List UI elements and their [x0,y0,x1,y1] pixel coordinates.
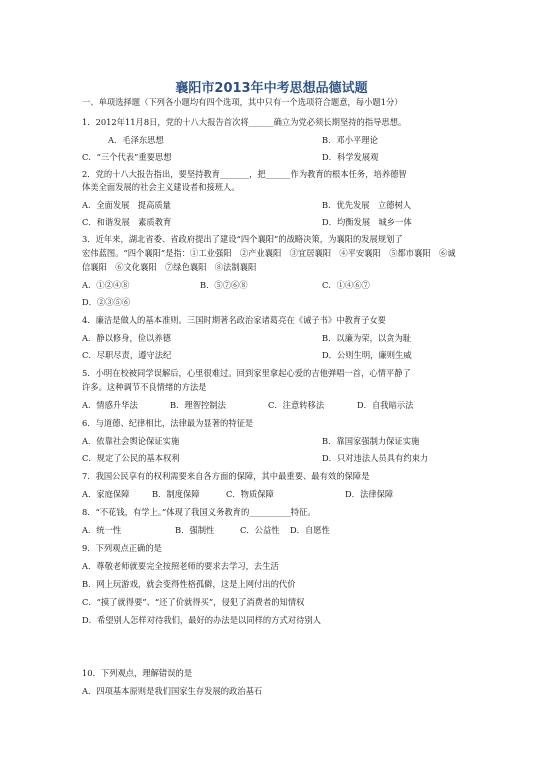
question-3-stem-line3: 信襄阳 ⑥文化襄阳 ⑦绿色襄阳 ⑧法制襄阳 [82,262,257,272]
q2-option-a: A．全面发展 提高质量 [82,200,171,210]
q6-option-b: B．靠国家强制力保证实施 [322,436,420,446]
question-5-stem-line2: 许多。这种调节不良情绪的方法是 [82,382,207,392]
q6-option-a: A．依靠社会舆论保证实施 [82,436,180,446]
q3-option-c: C．①④⑥⑦ [322,280,370,290]
q2-option-c: C．和谐发展 素质教育 [82,217,172,227]
q5-option-a: A．情感升华法 [82,400,138,410]
question-10-stem: 10．下列观点，理解错误的是 [82,668,193,678]
q8-option-d: D．自愿性 [290,525,330,535]
q4-option-c: C．尽职尽责，遵守法纪 [82,350,172,360]
question-7-stem: 7．我国公民享有的权利需要来自各方面的保障，其中最重要、最有效的保障是 [82,471,370,481]
q3-option-d: D．②③⑤⑥ [82,297,131,307]
q1-option-b: B．邓小平理论 [322,135,378,145]
section-header: 一、单项选择题（下列各小题均有四个选项，其中只有一个选项符合题意，每小题1分） [82,97,403,107]
q8-option-b: B．强制性 [175,525,215,535]
question-2-stem-line1: 2．党的十八大报告指出，要坚持教育_______，把______作为教育的根本任务，培养德智 [82,169,407,179]
q4-option-b: B．以廉为荣，以贪为耻 [322,333,412,343]
q6-option-c: C．规定了公民的基本权利 [82,453,180,463]
q7-option-c: C．物质保障 [226,489,274,499]
question-1-stem: 1．2012年11月8日，党的十八大报告首次将______确立为党必须长期坚持的指导思想。 [82,117,407,127]
q4-option-d: D．公则生明，廉则生威 [322,350,412,360]
q9-option-d: D．希望别人怎样对待我们，最好的办法是以同样的方式对待别人 [82,615,321,625]
question-4-stem: 4．廉洁是做人的基本准则。三国时期著名政治家诸葛亮在《诫子书》中教育子女要 [82,315,386,325]
q2-option-d: D．均衡发展 城乡一体 [322,217,412,227]
q4-option-a: A．静以修身，俭以养德 [82,333,171,343]
q7-option-a: A．家庭保障 [82,489,130,499]
q8-option-c: C．公益性 [240,525,280,535]
question-2-stem-line2: 体美全面发展的社会主义建设者和接班人。 [82,182,240,192]
q8-option-a: A．统一性 [82,525,122,535]
q5-option-d: D．自我暗示法 [357,400,414,410]
q5-option-b: B．理智控制法 [170,400,226,410]
question-6-stem: 6．与道德、纪律相比，法律最为显著的特征是 [82,418,254,428]
q10-option-a: A．四项基本原则是我们国家生存发展的政治基石 [82,686,263,696]
q7-option-b: B．制度保障 [152,489,200,499]
q3-option-b: B．⑤⑦⑥⑧ [200,280,248,290]
q2-option-b: B．优先发展 立德树人 [322,200,412,210]
q1-option-c: C．“三个代表”重要思想 [82,152,172,162]
q7-option-d: D．法律保障 [345,489,394,499]
question-9-stem: 9．下列观点正确的是 [82,543,162,553]
q1-option-a: A．毛泽东思想 [108,135,164,145]
q3-option-a: A．①②④⑧ [82,280,130,290]
question-8-stem: 8．“不花钱，有学上。”体现了我国义务教育的__________特征。 [82,507,316,517]
q6-option-d: D．只对违法人员具有约束力 [322,453,429,463]
question-3-stem-line1: 3．近年来，湖北省委、省政府提出了建设“四个襄阳”的战略决策，为襄阳的发展规划了 [82,234,403,244]
q9-option-a: A．尊敬老师就要完全按照老师的要求去学习，去生活 [82,561,279,571]
question-3-stem-line2: 宏伟蓝图。“四个襄阳”是指：①工业强阳 ②产业襄阳 ③宜居襄阳 ④平安襄阳 ⑤都市襄阳 ⑥诚 [82,248,456,258]
question-5-stem-line1: 5．小明在校被同学误解后，心里很难过。回到家里拿起心爱的吉他弹唱一首，心情平静了 [82,368,411,378]
q9-option-c: C．“摸了就得要”、“还了价就得买”，侵犯了消费者的知情权 [82,597,305,607]
q1-option-d: D．科学发展观 [322,152,379,162]
q5-option-c: C．注意转移法 [268,400,325,410]
page-title: 襄阳市2013年中考思想品德试题 [175,81,368,96]
q9-option-b: B．网上玩游戏，就会变得性格孤僻，这是上网付出的代价 [82,579,296,589]
